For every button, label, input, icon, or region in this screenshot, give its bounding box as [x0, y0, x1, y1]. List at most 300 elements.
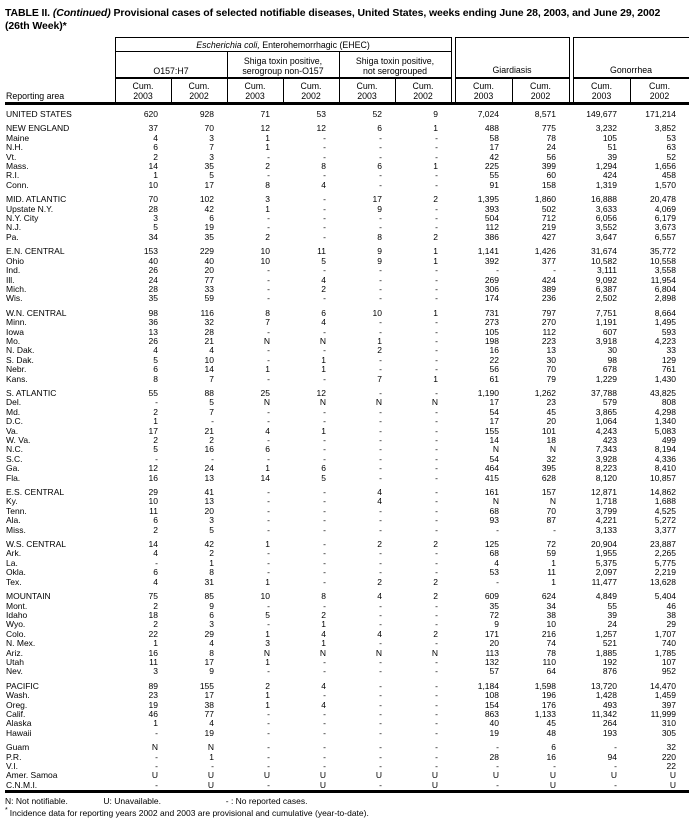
value-cell: - — [435, 445, 438, 455]
value-cell: 1 — [433, 256, 438, 266]
value-cell: 12 — [260, 123, 270, 134]
table-section — [5, 535, 689, 587]
reporting-area-cell: Pa. — [6, 232, 19, 242]
value-cell: 1 — [433, 374, 438, 384]
reporting-area-cell: Wash. — [6, 691, 30, 701]
value-cell: N — [319, 398, 326, 408]
value-cell: 1,707 — [654, 629, 677, 639]
value-cell: 52 — [666, 152, 677, 162]
value-cell: - — [379, 610, 382, 620]
value-cell: 2 — [265, 162, 270, 172]
value-cell: 10 — [546, 620, 557, 630]
value-cell: - — [267, 525, 270, 535]
value-cell: 7,751 — [595, 307, 618, 318]
value-cell: 8 — [209, 648, 214, 658]
value-cell: 740 — [661, 639, 677, 649]
reporting-area-cell: Fla. — [6, 473, 21, 483]
value-cell: 110 — [542, 657, 557, 667]
value-cell: 74 — [546, 639, 557, 649]
reporting-area-cell: E.S. CENTRAL — [6, 487, 65, 498]
value-cell: 607 — [602, 327, 618, 337]
table-section — [5, 242, 689, 303]
value-cell: - — [267, 417, 270, 427]
value-cell: 75 — [148, 591, 158, 602]
value-cell: 1 — [265, 577, 270, 587]
value-cell: 1 — [265, 204, 270, 214]
value-cell: 1,495 — [654, 318, 677, 328]
value-cell: 11,342 — [591, 709, 618, 719]
table-row — [5, 701, 689, 710]
value-cell: 6 — [209, 214, 214, 224]
value-cell: - — [435, 610, 438, 620]
value-cell: 458 — [661, 171, 677, 181]
value-cell: 8 — [321, 591, 326, 602]
value-cell: 3 — [209, 133, 214, 143]
value-cell: 48 — [546, 728, 557, 738]
value-cell: 1 — [321, 355, 326, 365]
value-cell: 1 — [265, 691, 270, 701]
value-cell: 14 — [204, 365, 214, 375]
value-cell: 42 — [489, 152, 499, 162]
value-cell: 19 — [489, 728, 499, 738]
value-cell: 39 — [607, 152, 618, 162]
subgroup-line2: O157:H7 — [153, 66, 189, 76]
value-cell: 1 — [209, 752, 214, 762]
value-cell: 14,862 — [650, 487, 677, 498]
value-cell: 3,799 — [595, 506, 618, 516]
value-cell: - — [323, 152, 326, 162]
value-cell: 876 — [602, 667, 618, 677]
value-cell: - — [379, 180, 382, 190]
value-cell: - — [267, 516, 270, 526]
value-cell: - — [379, 266, 382, 276]
value-cell: 2,502 — [595, 294, 618, 304]
value-cell: 415 — [484, 473, 499, 483]
value-cell: - — [435, 214, 438, 224]
value-cell: 37 — [148, 123, 158, 134]
value-cell: 38 — [546, 610, 557, 620]
value-cell: - — [267, 601, 270, 611]
value-cell: 20 — [204, 506, 214, 516]
value-cell: 4 — [153, 577, 158, 587]
value-cell: - — [323, 454, 326, 464]
value-cell: 3,552 — [595, 223, 618, 233]
value-cell: 5 — [265, 610, 270, 620]
value-cell: - — [323, 436, 326, 445]
value-cell: - — [323, 549, 326, 559]
value-cell: 9 — [377, 246, 382, 257]
value-cell: - — [435, 680, 438, 691]
value-cell: - — [267, 355, 270, 365]
table-section — [5, 104, 689, 120]
value-cell: - — [553, 525, 557, 535]
value-cell: - — [379, 601, 382, 611]
value-cell: 60 — [546, 171, 557, 181]
table-row — [5, 436, 689, 445]
value-cell: - — [435, 497, 438, 507]
value-cell: 4 — [209, 719, 214, 729]
value-cell: - — [267, 266, 270, 276]
value-cell: 1,191 — [595, 318, 618, 328]
reporting-area-cell: Ky. — [6, 497, 18, 507]
value-cell: 98 — [607, 355, 618, 365]
value-cell: - — [155, 454, 158, 464]
value-cell: - — [435, 525, 438, 535]
value-cell: 51 — [607, 143, 618, 153]
value-cell: N — [431, 648, 438, 658]
value-cell: 1,955 — [595, 549, 618, 559]
table-row — [5, 753, 689, 762]
value-cell: 1,340 — [654, 417, 677, 427]
value-cell: 1,785 — [654, 648, 677, 658]
reporting-area-cell: Hawaii — [6, 728, 32, 738]
value-cell: - — [267, 284, 270, 294]
table-row — [5, 171, 689, 180]
value-cell: 1 — [551, 558, 557, 568]
value-cell: 7,024 — [477, 109, 499, 119]
value-cell: - — [267, 752, 270, 762]
title-line2: (26th Week)* — [5, 19, 67, 32]
value-cell: 33 — [666, 346, 677, 356]
value-cell: 2 — [153, 620, 158, 630]
value-cell: 34 — [546, 601, 557, 611]
value-cell: 54 — [489, 454, 499, 464]
o157-header — [115, 52, 227, 79]
value-cell: 7 — [209, 374, 214, 384]
value-cell: 20 — [546, 417, 557, 427]
value-cell: - — [435, 667, 438, 677]
value-cell: 1,184 — [477, 680, 499, 691]
value-cell: 5 — [153, 223, 158, 233]
value-cell: - — [267, 620, 270, 630]
value-cell: 94 — [607, 752, 618, 762]
reporting-area-cell: NEW ENGLAND — [6, 123, 70, 134]
value-cell: 24 — [148, 275, 158, 285]
table-row — [5, 304, 689, 318]
value-cell: 1,229 — [595, 374, 618, 384]
value-cell: - — [496, 742, 499, 753]
value-cell: 2 — [433, 539, 438, 550]
value-cell: U — [431, 771, 438, 781]
value-cell: 4,849 — [595, 591, 618, 602]
value-cell: 1 — [321, 426, 326, 436]
value-cell: 1 — [321, 620, 326, 630]
value-cell: - — [379, 355, 382, 365]
value-cell: - — [496, 762, 499, 771]
reporting-area-cell: N.Y. City — [6, 214, 39, 224]
value-cell: 41 — [204, 487, 214, 498]
value-cell: 223 — [541, 336, 557, 346]
value-cell: 4,221 — [595, 516, 618, 526]
value-cell: 1 — [321, 365, 326, 375]
value-cell: 1,430 — [654, 374, 677, 384]
reporting-area-cell: Maine — [6, 133, 30, 143]
value-cell: 1,885 — [595, 648, 618, 658]
value-cell: 35 — [489, 601, 499, 611]
value-cell: 31,674 — [591, 246, 618, 257]
value-cell: 3 — [265, 194, 270, 205]
value-cell: 502 — [541, 204, 557, 214]
table-row — [5, 153, 689, 162]
value-cell: 2 — [209, 549, 214, 559]
value-cell: N — [549, 445, 557, 455]
value-cell: 3 — [153, 214, 158, 224]
value-cell: 6 — [153, 516, 158, 526]
table-row — [5, 408, 689, 417]
value-cell: - — [496, 525, 499, 535]
value-cell: - — [435, 204, 438, 214]
cum-header-2: Cum. 2003 — [227, 78, 283, 104]
value-cell: - — [379, 426, 382, 436]
value-cell: 1,257 — [595, 629, 618, 639]
value-cell: U — [263, 771, 270, 781]
value-cell: - — [323, 445, 326, 455]
table-row — [5, 233, 689, 242]
value-cell: - — [379, 275, 382, 285]
value-cell: - — [267, 558, 270, 568]
value-cell: 593 — [661, 327, 677, 337]
value-cell: - — [267, 487, 270, 498]
value-cell: 29 — [666, 620, 677, 630]
value-cell: - — [435, 516, 438, 526]
value-cell: 797 — [541, 307, 557, 318]
value-cell: - — [379, 284, 382, 294]
value-cell: 219 — [541, 223, 557, 233]
value-cell: 4,336 — [654, 454, 677, 464]
value-cell: 6,387 — [595, 284, 618, 294]
table-row — [5, 587, 689, 601]
value-cell: 229 — [199, 246, 214, 257]
reporting-area-cell: Oreg. — [6, 700, 28, 710]
value-cell: 89 — [148, 680, 158, 691]
value-cell: 16 — [489, 346, 499, 356]
value-cell: 4 — [209, 639, 214, 649]
value-cell: - — [267, 327, 270, 337]
value-cell: 21 — [204, 336, 214, 346]
table-row — [5, 318, 689, 327]
value-cell: - — [435, 266, 438, 276]
value-cell: 216 — [541, 629, 557, 639]
value-cell: - — [455, 781, 512, 792]
value-cell: - — [323, 143, 326, 153]
value-cell: 731 — [484, 307, 499, 318]
value-cell: 1,459 — [654, 691, 677, 701]
cum-header-5: Cum. 2002 — [395, 78, 451, 104]
table-row — [5, 162, 689, 171]
value-cell: 6,804 — [654, 284, 677, 294]
value-cell: - — [323, 709, 326, 719]
value-cell: 18 — [148, 610, 158, 620]
table-row — [5, 483, 689, 497]
table-row — [5, 266, 689, 275]
value-cell: 155 — [484, 426, 499, 436]
subgroup-line2: serogroup non-O157 — [242, 66, 324, 76]
value-cell: 78 — [546, 648, 557, 658]
reporting-area-cell: MOUNTAIN — [6, 591, 51, 602]
shiga-not-serogrouped-header — [339, 52, 451, 79]
value-cell: 620 — [143, 109, 158, 119]
table-row — [5, 620, 689, 629]
value-cell: 424 — [602, 171, 618, 181]
value-cell: 112 — [485, 223, 499, 233]
value-cell: 11,954 — [650, 275, 677, 285]
value-cell: N — [207, 742, 214, 753]
value-cell: 52 — [372, 109, 382, 119]
value-cell: - — [435, 487, 438, 498]
value-cell: - — [323, 327, 326, 337]
reporting-area-cell: Ga. — [6, 464, 20, 474]
value-cell: - — [267, 152, 270, 162]
value-cell: - — [435, 506, 438, 516]
value-cell: 1 — [265, 539, 270, 550]
value-cell: 21 — [204, 426, 214, 436]
value-cell: - — [435, 700, 438, 710]
value-cell: 31 — [204, 577, 214, 587]
reporting-area-cell: Ala. — [6, 516, 21, 526]
value-cell: - — [267, 667, 270, 677]
table-row — [5, 384, 689, 398]
reporting-area-cell: Mont. — [6, 601, 28, 611]
value-cell: - — [227, 781, 283, 792]
value-cell: 1,064 — [595, 417, 618, 427]
table-row — [5, 658, 689, 667]
subgroup-line1: Shiga toxin positive, — [243, 56, 323, 66]
value-cell: - — [379, 752, 382, 762]
value-cell: - — [267, 214, 270, 224]
value-cell: 808 — [661, 398, 677, 408]
value-cell: 6 — [377, 162, 382, 172]
value-cell: 12 — [148, 464, 158, 474]
value-cell: 264 — [602, 719, 618, 729]
value-cell: 9,092 — [595, 275, 618, 285]
table-row — [5, 474, 689, 483]
value-cell: 56 — [489, 365, 499, 375]
reporting-area-cell: Ill. — [6, 275, 15, 285]
value-cell: - — [267, 719, 270, 729]
value-cell: 70 — [148, 194, 158, 205]
table-row — [5, 294, 689, 303]
value-cell: 5,272 — [654, 516, 677, 526]
value-cell: - — [379, 700, 382, 710]
value-cell: 624 — [541, 591, 557, 602]
value-cell: 2 — [433, 591, 438, 602]
value-cell: 10 — [260, 256, 270, 266]
value-cell: - — [323, 204, 326, 214]
value-cell: 132 — [484, 657, 499, 667]
value-cell: 423 — [602, 436, 618, 445]
table-section — [5, 483, 689, 535]
value-cell: 4,298 — [654, 407, 677, 417]
value-cell: - — [614, 762, 618, 771]
value-cell: 1 — [433, 246, 438, 257]
value-cell: 3 — [209, 152, 214, 162]
reporting-area-cell: Conn. — [6, 180, 29, 190]
value-cell: 3,633 — [595, 204, 618, 214]
value-cell: 4 — [377, 487, 382, 498]
value-cell: - — [435, 691, 438, 701]
value-cell: 61 — [489, 374, 499, 384]
value-cell: 7 — [377, 374, 382, 384]
value-cell: U — [630, 781, 689, 792]
value-cell: 5,775 — [654, 558, 677, 568]
header-cum-row — [5, 78, 689, 104]
value-cell: 70 — [204, 123, 214, 134]
value-cell: - — [323, 346, 326, 356]
value-cell: 1 — [153, 639, 158, 649]
value-cell: 101 — [541, 426, 557, 436]
value-cell: 7 — [209, 407, 214, 417]
value-cell: 17 — [204, 657, 214, 667]
table-row — [5, 729, 689, 738]
value-cell: 8 — [209, 568, 214, 578]
value-cell: 4 — [153, 549, 158, 559]
value-cell: - — [379, 223, 382, 233]
value-cell: 32 — [546, 454, 557, 464]
table-row — [5, 134, 689, 143]
value-cell: - — [435, 436, 438, 445]
table-row — [5, 549, 689, 558]
reporting-area-cell: Mass. — [6, 162, 29, 172]
value-cell: 928 — [199, 109, 214, 119]
value-cell: - — [323, 762, 326, 771]
giardiasis-header: Giardiasis — [455, 38, 569, 79]
value-cell: N — [431, 398, 438, 408]
value-cell: 395 — [541, 464, 557, 474]
value-cell: 7 — [265, 318, 270, 328]
value-cell: 5 — [321, 256, 326, 266]
value-cell: 63 — [666, 143, 677, 153]
value-cell: 72 — [489, 610, 499, 620]
value-cell: 1 — [209, 558, 214, 568]
value-cell: 712 — [541, 214, 557, 224]
table-row — [5, 417, 689, 426]
value-cell: 4 — [321, 180, 326, 190]
value-cell: 4 — [321, 275, 326, 285]
value-cell: 4 — [321, 700, 326, 710]
value-cell: 9 — [209, 601, 214, 611]
value-cell: - — [435, 752, 438, 762]
table-row — [5, 611, 689, 620]
table-row — [5, 771, 689, 780]
value-cell: - — [435, 417, 438, 427]
reporting-area-cell: UNITED STATES — [6, 109, 72, 119]
cum-header-0: Cum. 2003 — [115, 78, 171, 104]
value-cell: 9 — [494, 620, 499, 630]
value-cell: 4,525 — [654, 506, 677, 516]
value-cell: - — [211, 454, 214, 464]
value-cell: - — [435, 464, 438, 474]
reporting-area-cell: MID. ATLANTIC — [6, 194, 67, 205]
table-row — [5, 375, 689, 384]
reporting-area-cell: Va. — [6, 426, 19, 436]
value-cell: 4,069 — [654, 204, 677, 214]
value-cell: 171 — [484, 629, 499, 639]
value-cell: 70 — [546, 365, 557, 375]
value-cell: 2 — [153, 152, 158, 162]
value-cell: 45 — [546, 719, 557, 729]
table-row — [5, 516, 689, 525]
value-cell: - — [379, 762, 382, 771]
value-cell: 3,673 — [654, 223, 677, 233]
value-cell: 10,558 — [650, 256, 677, 266]
table-row — [5, 328, 689, 337]
value-cell: - — [435, 728, 438, 738]
value-cell: 42 — [204, 204, 214, 214]
reporting-area-cell: N.C. — [6, 445, 23, 455]
value-cell: 40 — [489, 719, 499, 729]
value-cell: N — [319, 648, 326, 658]
value-cell: 3 — [209, 516, 214, 526]
